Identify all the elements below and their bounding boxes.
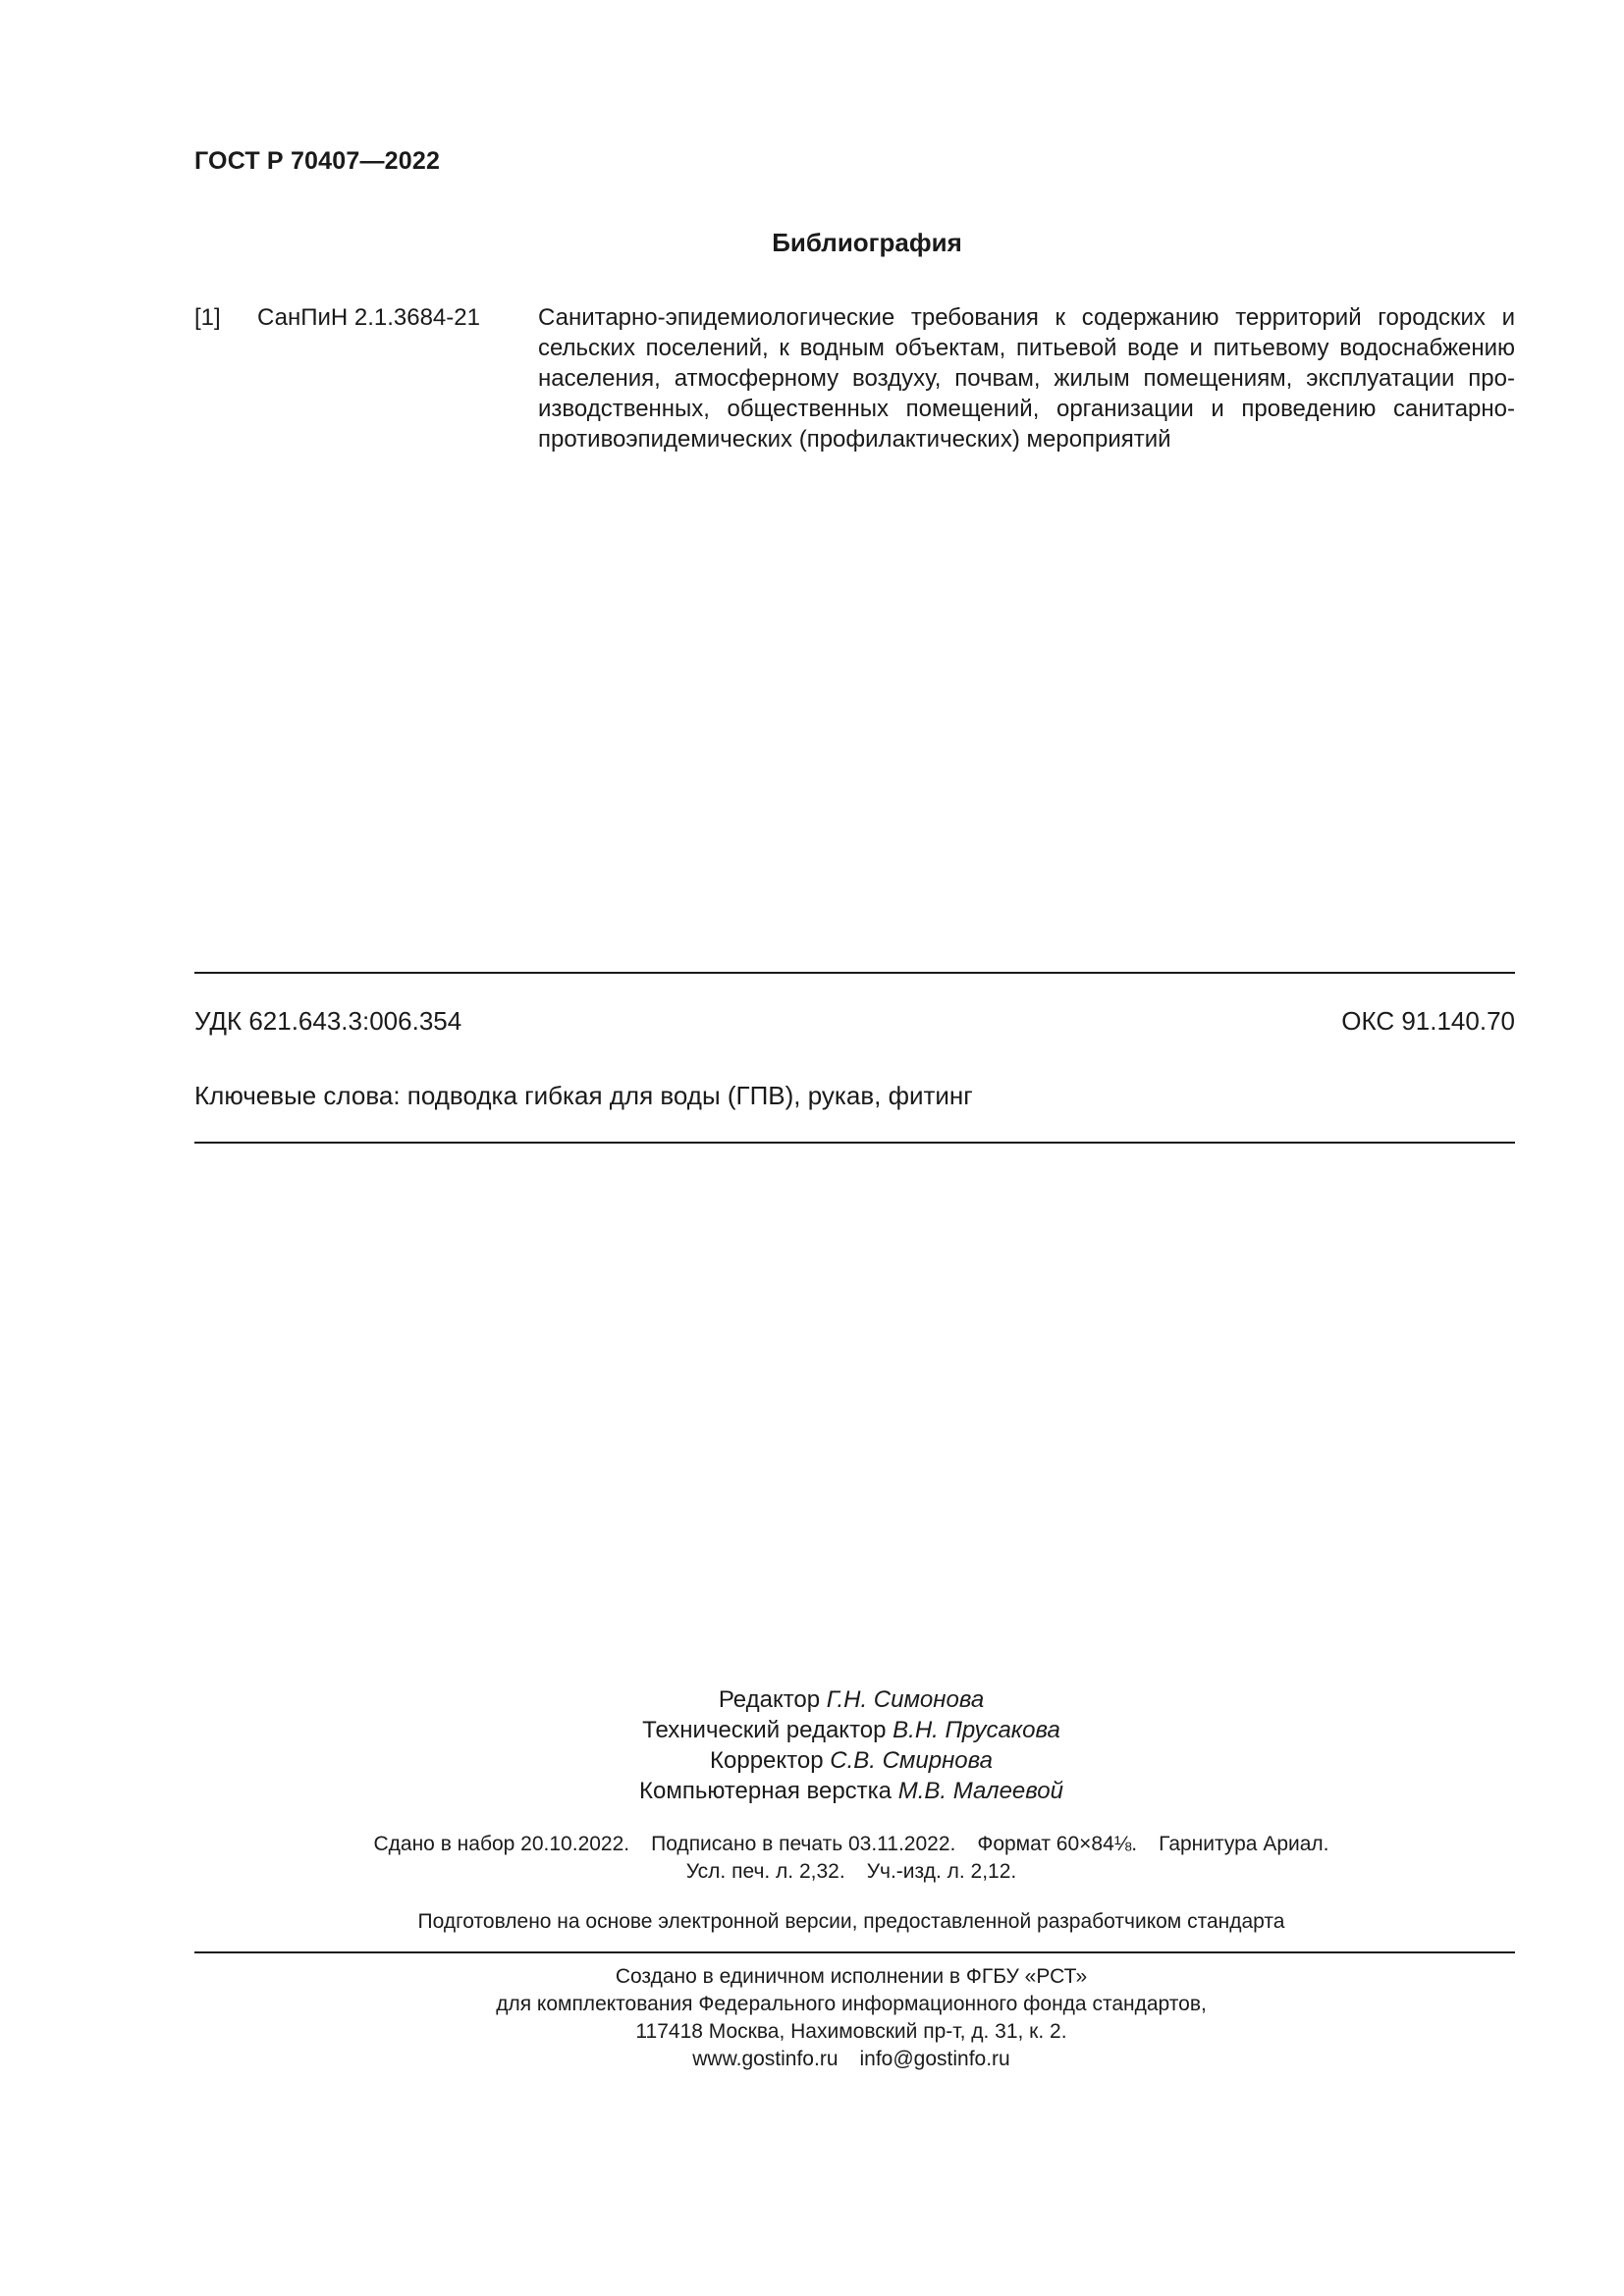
oks-code: ОКС 91.140.70 [1341, 1006, 1515, 1036]
credit-editor-name: Г.Н. Симонова [826, 1686, 985, 1713]
bibliography-entry-description: Санитарно-эпидемиологические требования к содержанию территорий городских и сельских поселений, к водным объектам, питьевой воде и питьевому водоснабжению населения, атмосферному воздуху, почвам, жилым помещениям, эксплуатации производственных, общественных помещений, организации и проведению санитарно-противоэпидемических (профилактических) мероприятий [538, 304, 1515, 453]
credit-tech-editor [79, 1715, 1624, 1745]
publisher-sheets: Уч.-изд. л. 2,12. [866, 1860, 1017, 1883]
bibliography-entry-code: СанПиН 2.1.3684-21 [257, 304, 480, 331]
print-signed: Подписано в печать 03.11.2022. [651, 1833, 956, 1855]
divider-middle [194, 1142, 1515, 1144]
publisher-contacts [79, 2046, 1624, 2073]
credit-proofreader-label: Корректор [710, 1747, 824, 1774]
credit-layout [79, 1776, 1624, 1806]
bibliography-title: Библиография [772, 228, 962, 257]
credit-tech-editor-label: Технический редактор [642, 1717, 887, 1743]
udk-code: УДК 621.643.3:006.354 [194, 1006, 462, 1036]
divider-top [194, 972, 1515, 974]
credit-editor [79, 1684, 1624, 1715]
credit-editor-label: Редактор [718, 1686, 821, 1713]
print-sheets: Усл. печ. л. 2,32. [685, 1860, 845, 1883]
standard-id: ГОСТ Р 70407—2022 [194, 147, 441, 175]
print-info-line-2 [79, 1858, 1624, 1886]
credit-proofreader-name: С.В. Смирнова [830, 1747, 993, 1774]
print-format: Формат 60×84⅛. [977, 1833, 1138, 1855]
print-info [0, 1831, 1624, 1886]
print-typeface: Гарнитура Ариал. [1159, 1833, 1329, 1855]
credit-tech-editor-name: В.Н. Прусакова [893, 1717, 1060, 1743]
prepared-note: Подготовлено на основе электронной версии, предоставленной разработчиком стандарта [417, 1910, 1285, 1933]
publisher-email-link[interactable]: info@gostinfo.ru [859, 2048, 1010, 2070]
publisher-block [0, 1963, 1624, 2073]
publisher-website-link[interactable]: www.gostinfo.ru [692, 2048, 839, 2070]
publisher-line-2: для комплектования Федерального информационного фонда стандартов, [496, 1993, 1207, 2015]
credits-block [0, 1684, 1624, 1806]
credit-layout-label: Компьютерная верстка [639, 1778, 893, 1804]
divider-bottom [194, 1951, 1515, 1953]
keywords: Ключевые слова: подводка гибкая для воды (ГПВ), рукав, фитинг [194, 1081, 973, 1110]
print-typeset: Сдано в набор 20.10.2022. [373, 1833, 630, 1855]
credit-proofreader [79, 1745, 1624, 1776]
publisher-line-3: 117418 Москва, Нахимовский пр-т, д. 31, к. 2. [635, 2020, 1067, 2043]
publisher-line-1: Создано в единичном исполнении в ФГБУ «РСТ» [615, 1965, 1088, 1988]
credit-layout-name: М.В. Малеевой [897, 1778, 1063, 1804]
print-info-line-1 [79, 1831, 1624, 1858]
bibliography-entry-number: [1] [194, 304, 221, 331]
